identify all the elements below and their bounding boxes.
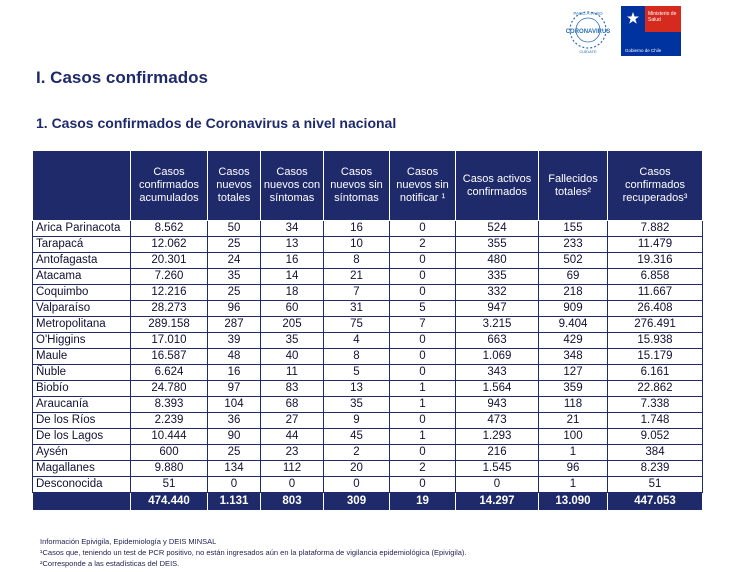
cell-region: De los Ríos xyxy=(33,413,131,429)
cell-acumulados: 7.260 xyxy=(131,269,208,285)
cell-sin-notificar: 0 xyxy=(390,445,456,461)
cell-region: Atacama xyxy=(33,269,131,285)
cell-sin-sintomas: 0 xyxy=(324,477,390,493)
cell-fallecidos: 9.404 xyxy=(539,317,608,333)
table-heading: 1. Casos confirmados de Coronavirus a nivel nacional xyxy=(36,115,397,131)
cell-fallecidos: 155 xyxy=(539,221,608,237)
cell-sin-sintomas: 7 xyxy=(324,285,390,301)
table-row xyxy=(33,397,703,413)
cell-fallecidos: 218 xyxy=(539,285,608,301)
total-activos: 14.297 xyxy=(456,493,539,511)
cell-activos: 0 xyxy=(456,477,539,493)
header-fallecidos: Fallecidos totales² xyxy=(539,151,608,221)
cell-sin-sintomas: 21 xyxy=(324,269,390,285)
cell-acumulados: 2.239 xyxy=(131,413,208,429)
cell-recuperados: 11.479 xyxy=(608,237,703,253)
cell-fallecidos: 1 xyxy=(539,445,608,461)
cell-recuperados: 7.338 xyxy=(608,397,703,413)
cell-region: Maule xyxy=(33,349,131,365)
cell-activos: 663 xyxy=(456,333,539,349)
cell-con-sintomas: 44 xyxy=(261,429,324,445)
cell-sin-notificar: 2 xyxy=(390,461,456,477)
cell-nuevos-totales: 0 xyxy=(208,477,261,493)
cell-recuperados: 384 xyxy=(608,445,703,461)
cell-acumulados: 6.624 xyxy=(131,365,208,381)
cell-acumulados: 24.780 xyxy=(131,381,208,397)
total-acumulados: 474.440 xyxy=(131,493,208,511)
header-region xyxy=(33,151,131,221)
cell-region: Aysén xyxy=(33,445,131,461)
cell-region: Biobío xyxy=(33,381,131,397)
cell-nuevos-totales: 50 xyxy=(208,221,261,237)
cell-recuperados: 19.316 xyxy=(608,253,703,269)
cell-nuevos-totales: 104 xyxy=(208,397,261,413)
table-row xyxy=(33,477,703,493)
cell-con-sintomas: 40 xyxy=(261,349,324,365)
cell-region: Antofagasta xyxy=(33,253,131,269)
cell-sin-sintomas: 45 xyxy=(324,429,390,445)
cell-con-sintomas: 35 xyxy=(261,333,324,349)
cell-recuperados: 6.161 xyxy=(608,365,703,381)
table-row xyxy=(33,253,703,269)
cell-acumulados: 12.062 xyxy=(131,237,208,253)
footnote-source: Información Epivigila, Epidemiología y DEIS MINSAL xyxy=(40,537,217,546)
cell-sin-sintomas: 31 xyxy=(324,301,390,317)
cell-sin-sintomas: 2 xyxy=(324,445,390,461)
cell-sin-sintomas: 75 xyxy=(324,317,390,333)
cell-acumulados: 16.587 xyxy=(131,349,208,365)
cell-fallecidos: 69 xyxy=(539,269,608,285)
cell-acumulados: 20.301 xyxy=(131,253,208,269)
table-row xyxy=(33,445,703,461)
cell-nuevos-totales: 134 xyxy=(208,461,261,477)
cell-region: Coquimbo xyxy=(33,285,131,301)
cell-acumulados: 8.393 xyxy=(131,397,208,413)
cell-sin-notificar: 0 xyxy=(390,285,456,301)
cell-con-sintomas: 18 xyxy=(261,285,324,301)
cell-fallecidos: 1 xyxy=(539,477,608,493)
cell-sin-notificar: 0 xyxy=(390,413,456,429)
cell-sin-notificar: 0 xyxy=(390,269,456,285)
cell-recuperados: 11.667 xyxy=(608,285,703,301)
table-header-row xyxy=(33,151,703,221)
coronavirus-campaign-logo xyxy=(562,6,614,58)
cell-activos: 332 xyxy=(456,285,539,301)
cell-fallecidos: 118 xyxy=(539,397,608,413)
cell-sin-notificar: 7 xyxy=(390,317,456,333)
cell-fallecidos: 909 xyxy=(539,301,608,317)
cell-nuevos-totales: 39 xyxy=(208,333,261,349)
total-con-sintomas: 803 xyxy=(261,493,324,511)
cell-sin-notificar: 1 xyxy=(390,429,456,445)
campaign-sub-text: CUÍDATE xyxy=(579,49,597,54)
cell-region: Tarapacá xyxy=(33,237,131,253)
cell-sin-notificar: 2 xyxy=(390,237,456,253)
cell-con-sintomas: 0 xyxy=(261,477,324,493)
cell-recuperados: 22.862 xyxy=(608,381,703,397)
cell-activos: 947 xyxy=(456,301,539,317)
cell-acumulados: 10.444 xyxy=(131,429,208,445)
campaign-main-text: CORONAVIRUS xyxy=(565,29,611,35)
cases-table xyxy=(32,150,703,511)
cell-recuperados: 9.052 xyxy=(608,429,703,445)
cell-fallecidos: 127 xyxy=(539,365,608,381)
cell-fallecidos: 348 xyxy=(539,349,608,365)
cell-nuevos-totales: 97 xyxy=(208,381,261,397)
cell-sin-sintomas: 20 xyxy=(324,461,390,477)
cell-con-sintomas: 205 xyxy=(261,317,324,333)
cell-con-sintomas: 34 xyxy=(261,221,324,237)
table-row xyxy=(33,269,703,285)
section-heading: I. Casos confirmados xyxy=(36,68,208,87)
cell-region: Magallanes xyxy=(33,461,131,477)
cell-nuevos-totales: 90 xyxy=(208,429,261,445)
header-sin-notificar: Casos nuevos sin notificar ¹ xyxy=(390,151,456,221)
cell-acumulados: 28.273 xyxy=(131,301,208,317)
cell-nuevos-totales: 287 xyxy=(208,317,261,333)
total-row xyxy=(33,493,703,511)
cell-activos: 473 xyxy=(456,413,539,429)
cell-acumulados: 12.216 xyxy=(131,285,208,301)
ministerio-salud-logo xyxy=(617,4,683,60)
cell-sin-sintomas: 8 xyxy=(324,253,390,269)
cell-sin-notificar: 0 xyxy=(390,349,456,365)
table-row xyxy=(33,301,703,317)
ministry-footer: Gobierno de Chile xyxy=(625,48,662,53)
cell-sin-notificar: 0 xyxy=(390,221,456,237)
table-row xyxy=(33,237,703,253)
cell-sin-notificar: 1 xyxy=(390,381,456,397)
cell-sin-sintomas: 13 xyxy=(324,381,390,397)
cell-nuevos-totales: 16 xyxy=(208,365,261,381)
cell-recuperados: 8.239 xyxy=(608,461,703,477)
table-row xyxy=(33,461,703,477)
cell-recuperados: 15.938 xyxy=(608,333,703,349)
cell-fallecidos: 429 xyxy=(539,333,608,349)
cell-con-sintomas: 112 xyxy=(261,461,324,477)
cell-nuevos-totales: 36 xyxy=(208,413,261,429)
cell-acumulados: 17.010 xyxy=(131,333,208,349)
header-nuevos-totales: Casos nuevos totales xyxy=(208,151,261,221)
cell-fallecidos: 96 xyxy=(539,461,608,477)
cell-con-sintomas: 23 xyxy=(261,445,324,461)
cell-sin-sintomas: 16 xyxy=(324,221,390,237)
table-row xyxy=(33,285,703,301)
total-recuperados: 447.053 xyxy=(608,493,703,511)
cell-activos: 524 xyxy=(456,221,539,237)
cell-recuperados: 51 xyxy=(608,477,703,493)
cell-sin-sintomas: 9 xyxy=(324,413,390,429)
cell-nuevos-totales: 25 xyxy=(208,237,261,253)
cell-sin-notificar: 0 xyxy=(390,365,456,381)
cell-nuevos-totales: 25 xyxy=(208,285,261,301)
header-con-sintomas: Casos nuevos con síntomas xyxy=(261,151,324,221)
cell-sin-sintomas: 35 xyxy=(324,397,390,413)
cell-nuevos-totales: 35 xyxy=(208,269,261,285)
table-row xyxy=(33,317,703,333)
cell-fallecidos: 502 xyxy=(539,253,608,269)
cell-recuperados: 276.491 xyxy=(608,317,703,333)
footnotes xyxy=(40,536,710,569)
cell-region: Araucanía xyxy=(33,397,131,413)
cell-activos: 943 xyxy=(456,397,539,413)
cell-activos: 335 xyxy=(456,269,539,285)
cell-con-sintomas: 68 xyxy=(261,397,324,413)
cell-region: Arica Parinacota xyxy=(33,221,131,237)
table-row xyxy=(33,413,703,429)
cell-con-sintomas: 60 xyxy=(261,301,324,317)
total-nuevos-totales: 1.131 xyxy=(208,493,261,511)
cell-activos: 480 xyxy=(456,253,539,269)
table-row xyxy=(33,365,703,381)
cell-acumulados: 8.562 xyxy=(131,221,208,237)
cell-sin-notificar: 0 xyxy=(390,253,456,269)
cell-con-sintomas: 11 xyxy=(261,365,324,381)
header-activos: Casos activos confirmados xyxy=(456,151,539,221)
cell-region: Valparaíso xyxy=(33,301,131,317)
cell-nuevos-totales: 24 xyxy=(208,253,261,269)
cell-con-sintomas: 16 xyxy=(261,253,324,269)
cell-sin-notificar: 5 xyxy=(390,301,456,317)
cell-con-sintomas: 13 xyxy=(261,237,324,253)
cell-recuperados: 26.408 xyxy=(608,301,703,317)
header-acumulados: Casos confirmados acumulados xyxy=(131,151,208,221)
table-row xyxy=(33,221,703,237)
cell-con-sintomas: 27 xyxy=(261,413,324,429)
cell-acumulados: 51 xyxy=(131,477,208,493)
cell-sin-notificar: 0 xyxy=(390,477,456,493)
cell-con-sintomas: 14 xyxy=(261,269,324,285)
header-recuperados: Casos confirmados recuperados³ xyxy=(608,151,703,221)
total-sin-sintomas: 309 xyxy=(324,493,390,511)
cell-activos: 343 xyxy=(456,365,539,381)
cell-activos: 216 xyxy=(456,445,539,461)
cell-activos: 1.545 xyxy=(456,461,539,477)
cell-sin-notificar: 1 xyxy=(390,397,456,413)
cell-region: Desconocida xyxy=(33,477,131,493)
cell-activos: 1.293 xyxy=(456,429,539,445)
table-row xyxy=(33,333,703,349)
ministry-line2: Salud xyxy=(648,17,661,23)
header-sin-sintomas: Casos nuevos sin síntomas xyxy=(324,151,390,221)
cell-activos: 3.215 xyxy=(456,317,539,333)
cell-region: Metropolitana xyxy=(33,317,131,333)
cell-nuevos-totales: 25 xyxy=(208,445,261,461)
cell-fallecidos: 359 xyxy=(539,381,608,397)
cell-region: O'Higgins xyxy=(33,333,131,349)
cell-activos: 1.069 xyxy=(456,349,539,365)
cell-sin-sintomas: 5 xyxy=(324,365,390,381)
cell-activos: 355 xyxy=(456,237,539,253)
total-sin-notificar: 19 xyxy=(390,493,456,511)
cell-fallecidos: 21 xyxy=(539,413,608,429)
cell-fallecidos: 100 xyxy=(539,429,608,445)
cell-region: De los Lagos xyxy=(33,429,131,445)
cell-acumulados: 600 xyxy=(131,445,208,461)
cell-region: Ñuble xyxy=(33,365,131,381)
total-fallecidos: 13.090 xyxy=(539,493,608,511)
footnote-2: ²Corresponde a las estadísticas del DEIS. xyxy=(40,559,180,568)
table-row xyxy=(33,349,703,365)
table-row xyxy=(33,429,703,445)
cell-sin-sintomas: 8 xyxy=(324,349,390,365)
cell-acumulados: 289.158 xyxy=(131,317,208,333)
table-row xyxy=(33,381,703,397)
cell-acumulados: 9.880 xyxy=(131,461,208,477)
cell-sin-notificar: 0 xyxy=(390,333,456,349)
cell-fallecidos: 233 xyxy=(539,237,608,253)
cell-sin-sintomas: 4 xyxy=(324,333,390,349)
cell-recuperados: 15.179 xyxy=(608,349,703,365)
footnote-1: ¹Casos que, teniendo un test de PCR positivo, no están ingresados aún en la plataforma de vigilancia epidemiológica (Epivigila). xyxy=(40,548,467,557)
table-body xyxy=(33,221,703,511)
total-region xyxy=(33,493,131,511)
cell-activos: 1.564 xyxy=(456,381,539,397)
cell-nuevos-totales: 48 xyxy=(208,349,261,365)
cell-recuperados: 7.882 xyxy=(608,221,703,237)
cell-recuperados: 1.748 xyxy=(608,413,703,429)
cell-recuperados: 6.858 xyxy=(608,269,703,285)
cell-sin-sintomas: 10 xyxy=(324,237,390,253)
ministry-line1: Ministerio de xyxy=(648,11,677,17)
campaign-top-text: PASO A PASO xyxy=(573,11,603,16)
cell-con-sintomas: 83 xyxy=(261,381,324,397)
cell-nuevos-totales: 96 xyxy=(208,301,261,317)
